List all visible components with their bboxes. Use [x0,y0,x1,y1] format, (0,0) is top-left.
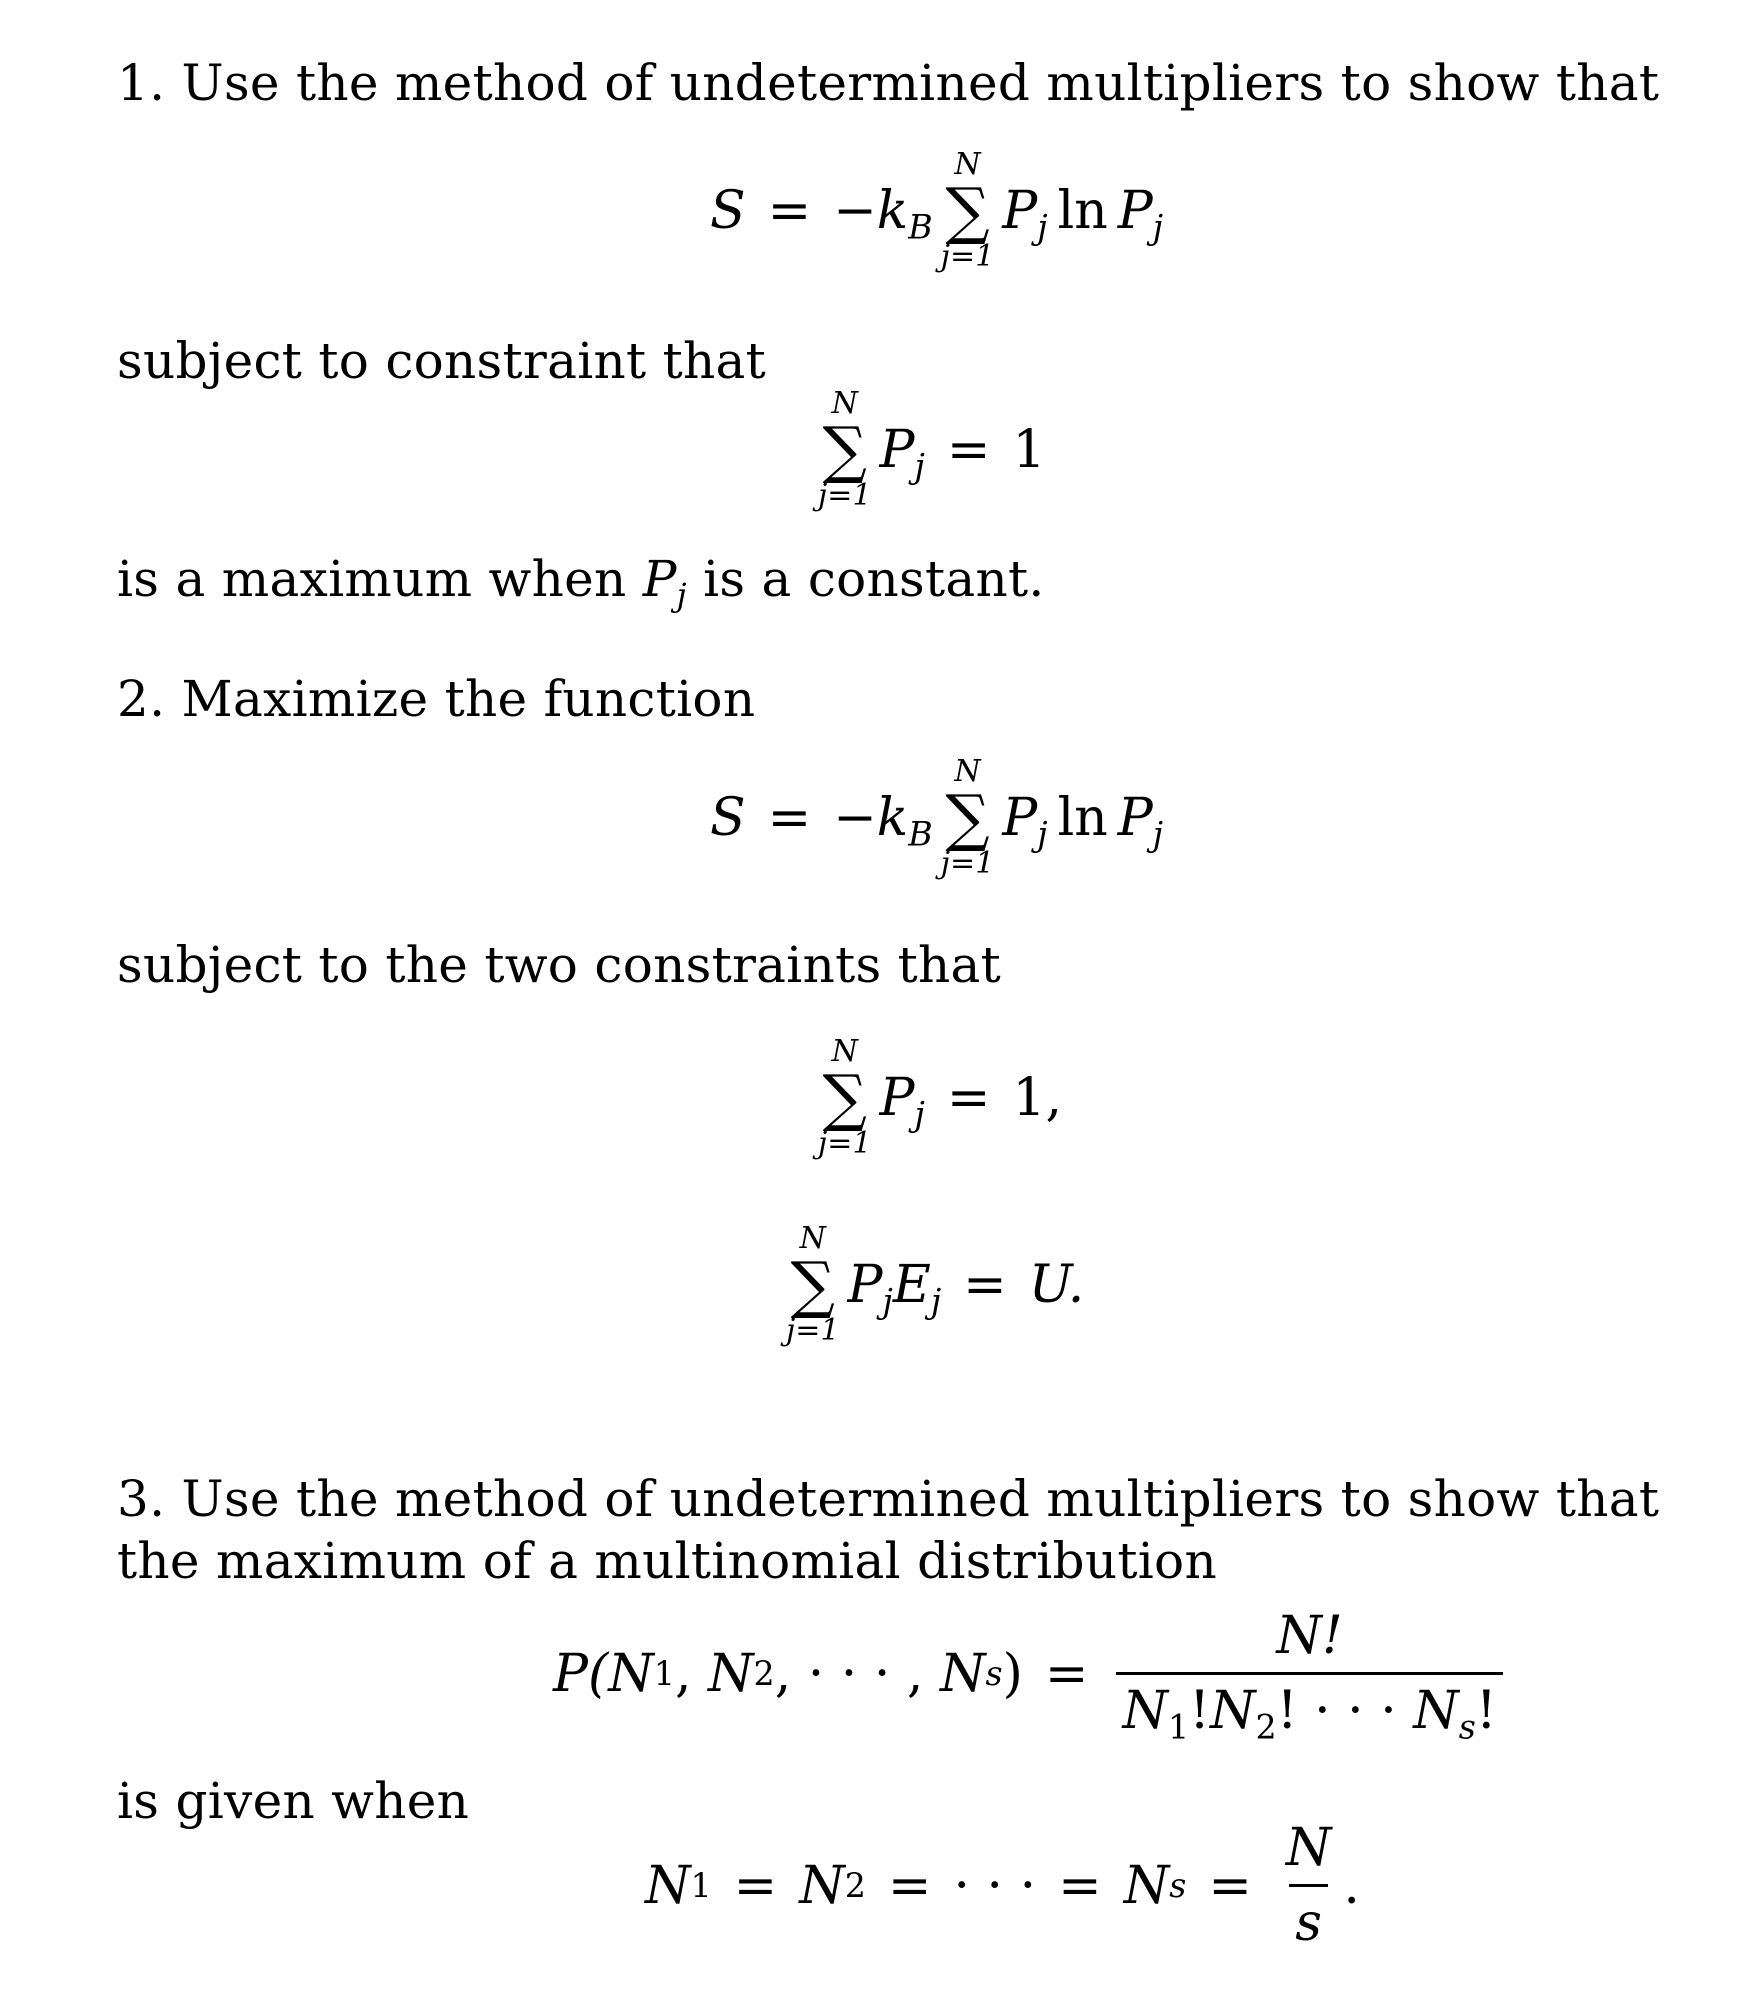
problem-1-intro: 1. Use the method of undetermined multipliers to show that [117,54,1660,112]
problem-1-entropy-equation: S = $-k_B$ N ∑ j=1 $P_j$ ln $P_j$ [710,147,1164,274]
problem-3-solution-equation: N 1 = N 2 = · · · = N s = $\frac{N}{s}$ . [645,1818,1360,1953]
problem-3-multinomial-equation: P( N 1 , N 2 , · · · , N s ) = $\frac{N!}{N_1!N_2! \cdot \cdot \cdot N_s!}$ [553,1610,1509,1737]
problem-1-constraint-equation: N ∑ j=1 $P_j$ = 1 [818,386,1046,513]
problem-1-constraint-text: subject to constraint that [117,332,766,390]
problem-3-given-text: is given when [117,1772,470,1830]
summation: N ∑ j=1 [940,754,995,881]
summation: N ∑ j=1 [818,1034,872,1161]
problem-2-entropy-equation: S = $-k_B$ N ∑ j=1 $P_j$ ln $P_j$ [710,754,1164,881]
problem-3-intro: 3. Use the method of undetermined multipliers to show that the maximum of a multinomial distribution [117,1470,1660,1590]
summation: N ∑ j=1 [818,386,872,513]
problem-1-conclusion: is a maximum when $P_j$ is a constant. [117,550,1045,615]
problem-2-constraint-1: N ∑ j=1 $P_j$ = 1, [818,1034,1063,1161]
problem-2-constraint-2: N ∑ j=1 $P_j$ $E_j$ = U. [786,1221,1085,1348]
summation: N ∑ j=1 [940,147,995,274]
fraction: $\frac{N!}{N_1!N_2! \cdot \cdot \cdot N_s!}$ [1116,1610,1502,1737]
problem-2-constraint-text: subject to the two constraints that [117,936,1002,994]
problem-2-intro: 2. Maximize the function [117,670,756,728]
fraction: $\frac{N}{s}$ [1285,1818,1332,1953]
summation: N ∑ j=1 [786,1221,840,1348]
